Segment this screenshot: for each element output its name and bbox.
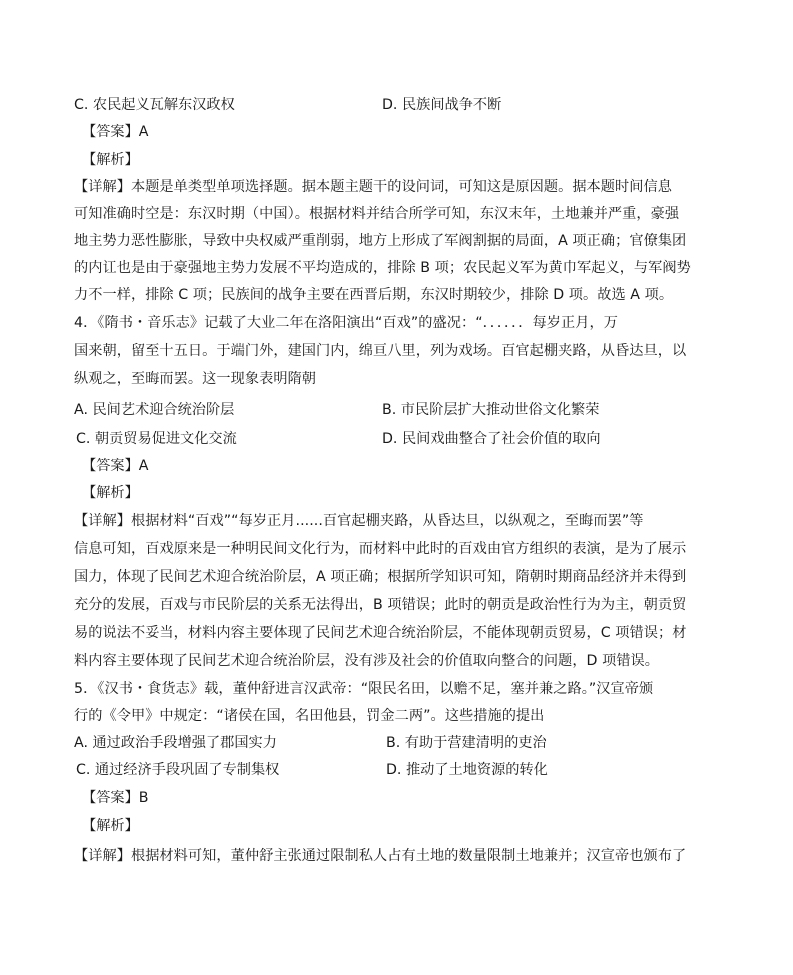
- q4-detail-line-1: 【详解】根据材料“百戏”“每岁正月......百官起棚夹路，从昏达旦，以纵观之，至晦而罢”等: [74, 513, 644, 529]
- q3-answer: 【答案】A: [82, 124, 149, 140]
- q3-detail-line-2: 可知准确时空是：东汉时期（中国）。根据材料并结合所学可知，东汉末年，土地兼并严重，豪强: [74, 206, 680, 222]
- q3-option-d: D. 民族间战争不断: [382, 97, 502, 113]
- q4-stem-line-3: 纵观之，至晦而罢。这一现象表明隋朝: [74, 371, 317, 387]
- q4-option-b: B. 市民阶层扩大推动世俗文化繁荣: [382, 402, 600, 418]
- q5-option-b: B. 有助于营建清明的吏治: [386, 735, 547, 751]
- q3-detail-line-1: 【详解】本题是单类型单项选择题。据本题主题干的设问词，可知这是原因题。据本题时间信息: [74, 179, 672, 195]
- q4-analysis-label: 【解析】: [82, 485, 139, 501]
- q5-option-d: D. 推动了土地资源的转化: [386, 762, 548, 778]
- q4-option-d: D. 民间戏曲整合了社会价值的取向: [382, 431, 601, 447]
- q4-detail-line-4: 充分的发展，百戏与市民阶层的关系无法得出，B 项错误；此时的朝贡是政治性行为为主，朝贡贸: [74, 597, 687, 613]
- q4-stem-line-2: 国来朝，留至十五日。于端门外，建国门内，绵亘八里，列为戏场。百官起棚夹路，从昏达旦，以: [74, 343, 687, 359]
- q3-detail-line-5: 力不一样，排除 C 项；民族间的战争主要在西晋后期，东汉时期较少，排除 D 项。故选 A 项。: [74, 287, 674, 303]
- q4-answer: 【答案】A: [82, 458, 149, 474]
- q4-option-a: A. 民间艺术迎合统治阶层: [74, 402, 235, 418]
- q5-detail-line-1: 【详解】根据材料可知，董仲舒主张通过限制私人占有土地的数量限制土地兼并；汉宣帝也颁布了: [74, 848, 687, 864]
- q4-detail-line-6: 料内容主要体现了民间艺术迎合统治阶层，没有涉及社会的价值取向整合的问题，D 项错误。: [74, 653, 660, 669]
- q3-option-c: C. 农民起义瓦解东汉政权: [74, 97, 235, 113]
- q4-detail-line-5: 易的说法不妥当，材料内容主要体现了民间艺术迎合统治阶层，不能体现朝贡贸易，C 项错误；材: [74, 625, 687, 641]
- q4-stem-line-1: 4．《隋书・音乐志》记载了大业二年在洛阳演出“百戏”的盛况：“．．．．．．每岁正月，万: [74, 315, 618, 331]
- q5-stem-line-2: 行的《令甲》中规定：“诸侯在国，名田他县，罚金二两”。这些措施的提出: [74, 708, 545, 724]
- q4-option-c: C. 朝贡贸易促进文化交流: [76, 431, 237, 447]
- q5-option-c: C. 通过经济手段巩固了专制集权: [76, 762, 280, 778]
- q3-analysis-label: 【解析】: [82, 152, 139, 168]
- q4-detail-line-3: 国力，体现了民间艺术迎合统治阶层，A 项正确；根据所学知识可知，隋朝时期商品经济并未得到: [74, 569, 687, 585]
- q3-detail-line-4: 的内讧也是由于豪强地主势力发展不平均造成的，排除 B 项；农民起义军为黄巾军起义，与军阀势: [74, 260, 691, 276]
- q5-stem-line-1: 5．《汉书・食货志》载，董仲舒进言汉武帝：“限民名田，以赡不足，塞并兼之路。”汉宣帝颁: [74, 681, 654, 697]
- q3-detail-line-3: 地主势力恶性膨胀，导致中央权威严重削弱，地方上形成了军阀割据的局面，A 项正确；官僚集团: [74, 233, 687, 249]
- q5-analysis-label: 【解析】: [82, 818, 139, 834]
- q5-option-a: A. 通过政治手段增强了郡国实力: [74, 735, 277, 751]
- q5-answer: 【答案】B: [82, 790, 149, 806]
- q4-detail-line-2: 信息可知，百戏原来是一种明民间文化行为，而材料中此时的百戏由官方组织的表演，是为了展示: [74, 541, 687, 557]
